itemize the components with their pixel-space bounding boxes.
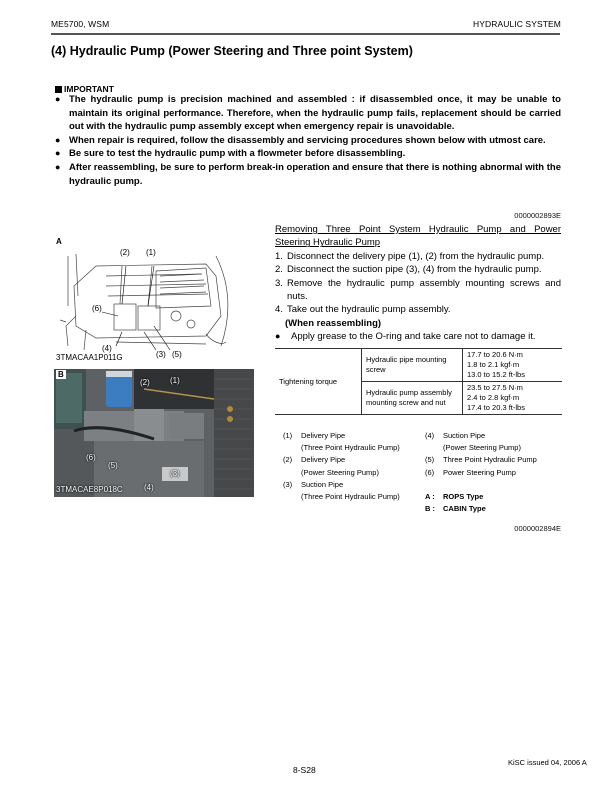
callout-6: (6) bbox=[92, 304, 102, 313]
procedure-step: 4. Take out the hydraulic pump assembly. bbox=[275, 304, 451, 316]
bullet-icon: ● bbox=[55, 161, 61, 172]
engine-line-drawing-icon bbox=[56, 246, 232, 358]
callout-5: (5) bbox=[108, 461, 118, 470]
callout-4: (4) bbox=[144, 483, 154, 492]
bullet-icon: ● bbox=[55, 94, 61, 104]
important-label-text: IMPORTANT bbox=[64, 84, 114, 94]
figure-b-caption: 3TMACAE8P018C bbox=[56, 485, 123, 494]
important-list bbox=[55, 93, 561, 188]
torque-item-cell: Hydraulic pump assembly mounting screw and nut bbox=[362, 382, 463, 415]
header-divider bbox=[51, 33, 560, 35]
bullet-icon: ● bbox=[55, 148, 61, 159]
important-item: ● After reassembling, be sure to perform break-in operation and ensure that there is nothing abnormal with the hydraulic pump. bbox=[55, 161, 561, 187]
important-item: ● Be sure to test the hydraulic pump with a flowmeter before disassembling. bbox=[55, 148, 406, 160]
procedure bbox=[275, 223, 561, 344]
callout-1: (1) bbox=[170, 376, 180, 385]
header-manual-name: ME5700, WSM bbox=[51, 19, 110, 29]
important-square-icon bbox=[55, 86, 62, 93]
reassembling-note: ● Apply grease to the O-ring and take care not to damage it. bbox=[275, 331, 536, 343]
important-item: ● When repair is required, follow the disassembly and servicing procedures shown below with utmost care. bbox=[55, 134, 546, 146]
callout-3: (3) bbox=[156, 350, 166, 359]
procedure-step: 2. Disconnect the suction pipe (3), (4) from the hydraulic pump. bbox=[275, 264, 542, 276]
figure-a-caption: 3TMACAA1P011G bbox=[56, 353, 123, 362]
doc-code: 0000002894E bbox=[514, 524, 561, 533]
procedure-title-cont: Steering Hydraulic Pump bbox=[275, 237, 381, 249]
callout-1: (1) bbox=[146, 248, 156, 257]
callout-5: (5) bbox=[172, 350, 182, 359]
figure-a-label: A bbox=[56, 237, 62, 246]
doc-code: 0000002893E bbox=[514, 211, 561, 220]
callout-4: (4) bbox=[102, 344, 112, 353]
procedure-title: Removing Three Point System Hydraulic Pump and Power bbox=[275, 224, 561, 235]
torque-value-cell: 17.7 to 20.6 N·m 1.8 to 2.1 kgf·m 13.0 to 15.2 ft-lbs bbox=[463, 349, 563, 382]
important-item: ● The hydraulic pump is precision machined and assembled : if disassembled once, it may be unable to maintain its original performance. Therefore, when the hydraulic pump fails, replacement should be carried out with the hydraulic pump assembly except when emergency repair is unavoidable. bbox=[55, 94, 561, 133]
table-row bbox=[275, 349, 562, 382]
torque-label-cell: Tightening torque bbox=[275, 349, 362, 415]
footer-issued: KiSC issued 04, 2006 A bbox=[508, 758, 587, 767]
figure-b-label: B bbox=[58, 370, 64, 379]
header-section-name: HYDRAULIC SYSTEM bbox=[472, 19, 561, 29]
engine-photo-icon bbox=[54, 369, 254, 497]
torque-item-cell: Hydraulic pipe mounting screw bbox=[362, 349, 463, 382]
callout-2: (2) bbox=[140, 378, 150, 387]
figure-a-drawing bbox=[56, 246, 232, 358]
section-title: (4) Hydraulic Pump (Power Steering and Three point System) bbox=[51, 44, 413, 58]
bullet-icon: ● bbox=[275, 331, 281, 342]
page-number: 8-S28 bbox=[293, 765, 316, 775]
figure-b-photo bbox=[54, 369, 254, 497]
callout-2: (2) bbox=[120, 248, 130, 257]
callout-3: (3) bbox=[170, 469, 180, 478]
procedure-step: 1. Disconnect the delivery pipe (1), (2) from the hydraulic pump. bbox=[275, 250, 545, 262]
callout-6: (6) bbox=[86, 453, 96, 462]
torque-table bbox=[275, 348, 562, 415]
torque-value-cell: 23.5 to 27.5 N·m 2.4 to 2.8 kgf·m 17.4 to 20.3 ft-lbs bbox=[463, 382, 563, 415]
procedure-step: 3. Remove the hydraulic pump assembly mounting screws and nuts. bbox=[275, 277, 561, 303]
bullet-icon: ● bbox=[55, 134, 61, 145]
parts-legend: (1) Delivery Pipe (4) Suction Pipe (Three Point Hydraulic Pump) (Power Steering Pump) (2) Delivery Pipe (5) Three Point Hydraulic Pump (Power Steering Pump) (6) Power Steering Pump (3) Suction Pipe (Three Point Hydraulic Pump) A : ROPS Type B : CABIN Type bbox=[283, 431, 537, 514]
reassembling-heading: (When reassembling) bbox=[285, 317, 382, 329]
